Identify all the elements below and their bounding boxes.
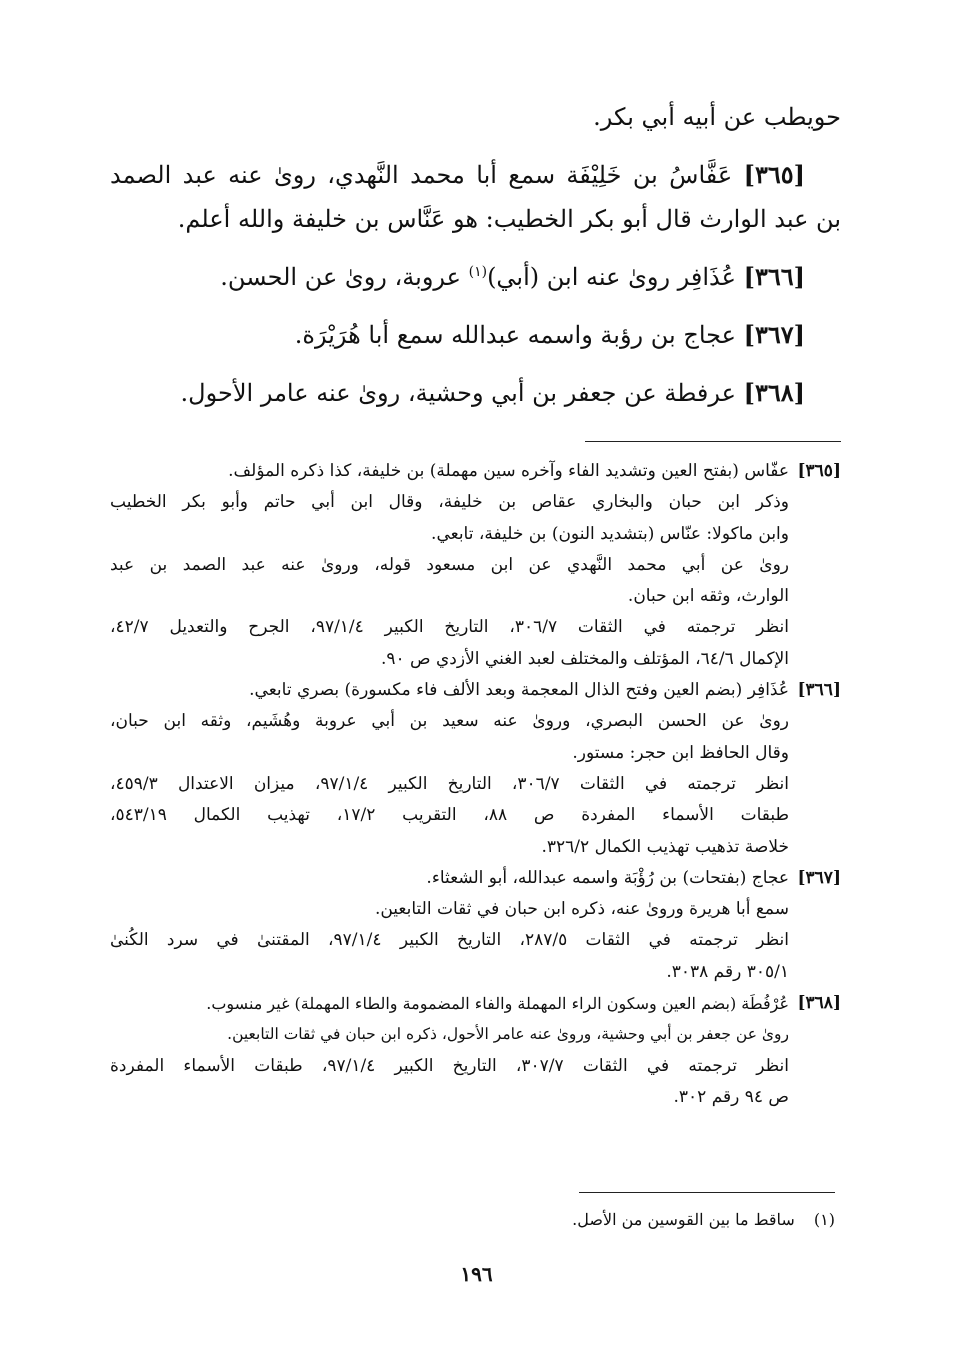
entry-text-cont: عروبة، روىٰ عن الحسن. — [220, 263, 469, 291]
notes-separator — [585, 441, 841, 442]
note-line: وذكر ابن حبان والبخاري عقاص بن خليفة، وقال ابن أبي حاتم وأبو بكر الخطيب — [110, 492, 789, 513]
note-line: انظر ترجمته في الثقات ٢٨٧/٥، التاريخ الكبير ٩٧/١/٤، المقتنىٰ في سرد الكُنىٰ — [110, 930, 789, 951]
commentary-notes — [110, 456, 841, 1113]
note-number: [٣٦٨] — [797, 993, 841, 1014]
note-body — [110, 988, 789, 1113]
note-line: الإكمال ٦٤/٦، المؤتلف والمختلف لعبد الغني الأزدي ص ٩٠. — [380, 648, 789, 669]
entry-number: [٣٦٦] — [743, 262, 805, 291]
entry-number: [٣٦٨] — [743, 378, 805, 407]
footnote-separator — [579, 1192, 835, 1193]
entry-text: عرفطة عن جعفر بن أبي وحشية، روىٰ عنه عامر الأحول. — [180, 379, 736, 407]
entry-number: [٣٦٧] — [743, 320, 805, 349]
note-367 — [110, 863, 841, 988]
note-line: انظر ترجمته في الثقات ٣٠٦/٧، التاريخ الكبير ٩٧/١/٤، الجرح والتعديل ٤٢/٧، — [110, 617, 789, 638]
note-line: ص ٩٤ رقم ٣٠٢. — [673, 1086, 789, 1107]
note-line: انظر ترجمته في الثقات ٣٠٦/٧، التاريخ الكبير ٩٧/١/٤، ميزان الاعتدال ٤٥٩/٣، — [110, 773, 789, 794]
note-number: [٣٦٧] — [797, 867, 841, 888]
main-entry-366 — [110, 255, 841, 299]
note-line: عُرْفُطَة (بضم العين وسكون الراء المهملة والفاء المضمومة والطاء المهملة) غير منسوب. — [206, 994, 789, 1014]
note-line: روىٰ عن أبي محمد النَّهدي عن ابن مسعود قوله، وروىٰ عنه عبد الصمد بن عبد — [110, 554, 789, 575]
entry-text: عُذَافِر روىٰ عنه ابن (أبي) — [487, 263, 736, 291]
entry-number: [٣٦٥] — [743, 160, 805, 189]
note-line: وقال الحافظ ابن حجر: مستور. — [572, 742, 789, 763]
note-368 — [110, 988, 841, 1113]
note-line: روىٰ عن الحسن البصري، وروىٰ عنه سعيد بن أبي عروبة وهُشَيم، وثقه ابن حبان، — [110, 711, 789, 732]
main-entry-368 — [110, 371, 841, 415]
note-body — [110, 675, 789, 863]
note-body — [110, 456, 789, 675]
note-line: الوارث، وثقه ابن حبان. — [627, 586, 789, 607]
note-line: انظر ترجمته في الثقات ٣٠٧/٧، التاريخ الكبير ٩٧/١/٤، طبقات الأسماء المفردة — [110, 1055, 789, 1076]
note-366 — [110, 675, 841, 863]
note-line: عفّاس (بفتح العين وتشديد الفاء وآخره سين مهملة) بن خليفة، كذا ذكره المؤلف. — [228, 461, 789, 481]
note-line: عُذَافِر (بضم العين وفتح الذال المعجمة وبعد الألف فاء مكسورة) بصري تابعي. — [249, 680, 789, 701]
note-number: [٣٦٦] — [797, 680, 841, 701]
note-line: طبقات الأسماء المفردة ص ٨٨، التقريب ١٧/٢، تهذيب الكمال ٥٤٣/١٩، — [110, 805, 789, 826]
footnote-reference: (١) — [468, 264, 488, 280]
footnote — [300, 1206, 835, 1234]
main-entry-365-cont: بن عبد الوارث قال أبو بكر الخطيب: هو عَنَّاس بن خليفة والله أعلم. — [177, 205, 841, 233]
note-365 — [110, 456, 841, 675]
note-line: عجاج (بفتحات) بن رُؤْبَة واسمه عبدالله، أبو الشعثاء. — [426, 867, 789, 888]
main-text — [110, 95, 841, 415]
main-entry-367 — [110, 313, 841, 357]
main-line-continuation: حويطب عن أبيه أبي بكر. — [593, 103, 841, 131]
note-line: وابن ماكولا: عنّاس (بتشديد النون) بن خليفة، تابعي. — [431, 523, 789, 544]
footnote-text: ساقط ما بين القوسين من الأصل. — [572, 1210, 795, 1229]
note-line: ٣٠٥/١ رقم ٣٠٣٨. — [666, 961, 789, 982]
entry-text: عَفَّاسُ بن خَلِيْفَة سمع أبا محمد النَّهدي، روىٰ عنه عبد الصمد — [110, 161, 733, 189]
note-line: خلاصة تذهيب تهذيب الكمال ٣٢٦/٢. — [541, 836, 789, 857]
note-number: [٣٦٥] — [797, 461, 841, 481]
note-line: سمع أبا هريرة وروىٰ عنه، ذكره ابن حبان في ثقات التابعين. — [374, 899, 789, 920]
footnote-marker: (١) — [813, 1210, 835, 1229]
note-body — [110, 863, 789, 988]
note-line: روىٰ عن جعفر بن أبي وحشية، وروىٰ عنه عامر الأحول، ذكره ابن حبان في ثقات التابعين. — [227, 1025, 789, 1044]
page-number: ١٩٦ — [460, 1262, 493, 1286]
main-entry-365 — [110, 153, 841, 197]
entry-text: عجاج بن رؤبة واسمه عبدالله سمع أبا هُرَيْرَة. — [294, 321, 736, 349]
